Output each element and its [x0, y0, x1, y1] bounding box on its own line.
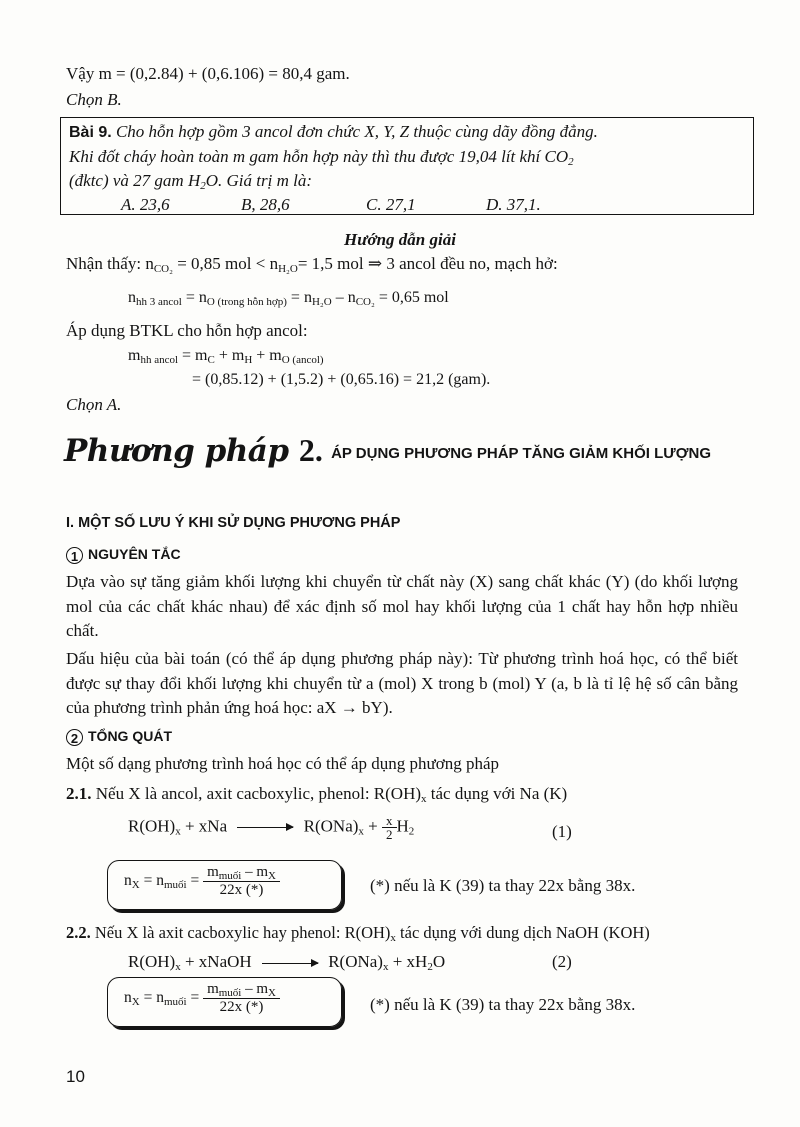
choose-b: Chọn B. [66, 90, 122, 109]
note-2: (*) nếu là K (39) ta thay 22x bằng 38x. [370, 995, 636, 1014]
case22-line: 2.2. Nếu X là axit cacboxylic hay phenol: $R(OH)_x$ tác dụng với dung dịch NaOH (KOH) [66, 923, 650, 944]
problem-line3: (đktc) và 27 gam $H_2O$. Giá trị m là: [69, 171, 312, 192]
problem-box [60, 117, 754, 215]
solution-line5: = (0,85.12) + (1,5.2) + (0,65.16) = 21,2 (gam). [192, 371, 491, 388]
option-c: C. 27,1 [366, 195, 416, 214]
page-number: 10 [66, 1067, 85, 1086]
circled-2-icon: 2 [66, 729, 83, 746]
option-a: A. 23,6 [121, 195, 170, 214]
solution-line3: Áp dụng BTKL cho hỗn hợp ancol: [66, 321, 308, 340]
para-principle: Dựa vào sự tăng giảm khối lượng khi chuyển từ chất này (X) sang chất khác (Y) (do khối lượng mol của các chất khác nhau) để xác định số mol hay khối lượng của 1 chất hay hỗn hợp nhiều chất. [66, 572, 738, 640]
equation-1: $R(OH)_x$ + xNa $R(ONa)_x$ + $\frac{x}{2}$ $H_2$ [128, 813, 415, 842]
problem-line1: Cho hỗn hợp gồm 3 ancol đơn chức X, Y, Z thuộc cùng dãy đồng đẳng. [115, 122, 598, 141]
reaction-arrow-icon [237, 827, 293, 828]
formula-fraction-1: $\frac{m_{muối} - m_X}{22x (*)}$ [203, 864, 280, 899]
method-script: Phương pháp [64, 433, 289, 469]
solution-line1: Nhận thấy: $n_{CO_2} = 0,85$ mol < $n_{H_2O}= 1,5$ mol ⇒ 3 ancol đều no, mạch hở: [66, 254, 558, 275]
problem-line2: Khi đốt cháy hoàn toàn m gam hỗn hợp này thì thu được 19,04 lít khí $CO_2$ [69, 147, 574, 168]
solution-line2: $n_{hh 3 ancol} = n_{O (trong hỗn hợp)} = n_{H_2O} - n_{CO_2} = 0,65$ mol [128, 289, 449, 308]
option-b: B, 28,6 [241, 195, 290, 214]
reaction-arrow-icon [262, 963, 318, 964]
formula-fraction-2: $\frac{m_{muối} - m_X}{22x (*)}$ [203, 981, 280, 1016]
solution-line4: $m_{hh ancol} = m_C + m_H + m_{O (ancol)}$ [128, 347, 324, 366]
case21-line: 2.1. Nếu X là ancol, axit cacboxylic, phenol: $R(OH)_x$ tác dụng với Na (K) [66, 784, 568, 805]
circled-1-icon: 1 [66, 547, 83, 564]
option-d: D. 37,1. [486, 195, 541, 214]
formula-2: $n_X = n_{muối}$ = $\frac{m_{muối} - m_X}{22x (*)}$ [124, 981, 280, 1016]
para-signs: Dấu hiệu của bài toán (có thể áp dụng phương pháp này): Từ phương trình hoá học, có thể biết được sự thay đổi khối lượng khi chuyển từ a (mol) X trong b (mol) Y (a, b là tỉ lệ hệ số cân bằng của phương trình phản ứng hoá học: aX → bY). [66, 649, 738, 717]
note-1: (*) nếu là K (39) ta thay 22x bằng 38x. [370, 876, 636, 895]
section1-title: I. MỘT SỐ LƯU Ý KHI SỬ DỤNG PHƯƠNG PHÁP [66, 515, 401, 531]
fraction-x-over-2: $\frac{x}{2}$ [382, 814, 397, 841]
eq-number-2: (2) [552, 952, 572, 971]
method-heading [64, 432, 712, 488]
equation-2: $R(OH)_x$ + xNaOH $R(ONa)_x + xH_2O$ [128, 952, 446, 973]
sub1-heading: 1 NGUYÊN TẮC [66, 542, 181, 566]
sub2-heading: 2 TỔNG QUÁT [66, 724, 172, 748]
choose-a: Chọn A. [66, 395, 122, 414]
formula-1: $n_X = n_{muối}$ = $\frac{m_{muối} - m_X}{22x (*)}$ [124, 864, 280, 899]
solution-heading: Hướng dẫn giải [344, 230, 456, 249]
result-line: Vậy m = (0,2.84) + (0,6.106) = 80,4 gam. [66, 64, 350, 83]
problem-label: Bài 9. [69, 124, 112, 141]
para-general: Một số dạng phương trình hoá học có thể áp dụng phương pháp [66, 754, 500, 773]
eq-number-1: (1) [552, 822, 572, 841]
problem-options [61, 193, 753, 217]
method-number: 2. [298, 432, 323, 468]
method-title: ÁP DỤNG PHƯƠNG PHÁP TĂNG GIẢM KHỐI LƯỢNG [331, 445, 712, 462]
